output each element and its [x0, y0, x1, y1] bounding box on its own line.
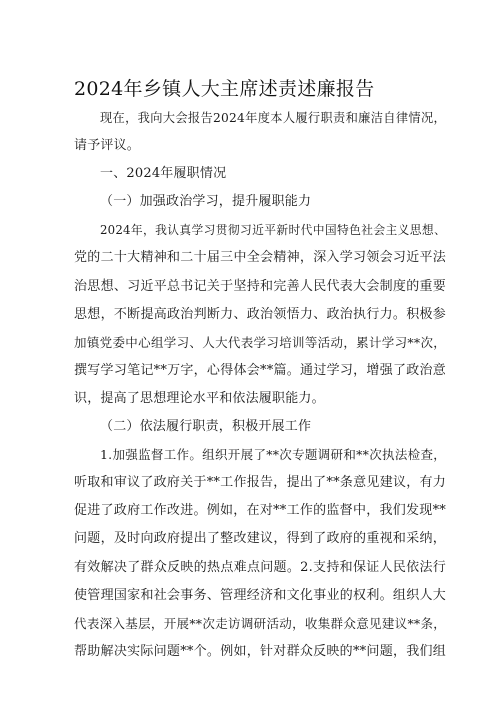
text-line: 促进了政府工作改进。例如，在对**工作的监督中，我们发现**: [74, 503, 446, 519]
text-line: 一、2024年履职情况: [100, 166, 227, 182]
document-body: [74, 104, 446, 666]
text-line: 现在，我向大会报告2024年度本人履行职责和廉洁自律情况，: [100, 111, 446, 125]
text-line: 加镇党委中心组学习、人大代表学习培训等活动，累计学习**次，: [74, 334, 446, 350]
text-line: 问题，及时向政府提出了整改建议，得到了政府的重视和采纳，: [74, 531, 446, 547]
text-line: （一）加强政治学习，提升履职能力: [100, 194, 312, 210]
text-line: 听取和审议了政府关于**工作报告，提出了**条意见建议，有力: [74, 475, 446, 491]
text-line: 帮助解决实际问题**个。例如，针对群众反映的**问题，我们组: [74, 643, 446, 659]
text-line: 使管理国家和社会事务、管理经济和文化事业的权利。组织人大: [74, 587, 446, 603]
text-line: （二）依法履行职责，积极开展工作: [100, 419, 312, 435]
text-line: 思想，不断提高政治判断力、政治领悟力、政治执行力。积极参: [74, 306, 446, 322]
text-line: 1.加强监督工作。组织开展了**次专题调研和**次执法检查，: [100, 447, 446, 463]
text-line: 请予评议。: [74, 138, 141, 154]
text-line: 有效解决了群众反映的热点难点问题。2.支持和保证人民依法行: [74, 559, 446, 575]
text-line: 撰写学习笔记**万字，心得体会**篇。通过学习，增强了政治意: [74, 362, 446, 378]
text-line: 党的二十大精神和二十届三中全会精神，深入学习领会习近平法: [74, 250, 446, 266]
text-line: 治思想、习近平总书记关于坚持和完善人民代表大会制度的重要: [74, 278, 446, 294]
text-line: 识，提高了思想理论水平和依法履职能力。: [74, 390, 325, 406]
text-line: 2024年，我认真学习贯彻习近平新时代中国特色社会主义思想、: [100, 223, 446, 238]
document-title: 2024年乡镇人大主席述责述廉报告: [74, 78, 375, 100]
text-line: 代表深入基层，开展**次走访调研活动，收集群众意见建议**条，: [74, 615, 446, 631]
